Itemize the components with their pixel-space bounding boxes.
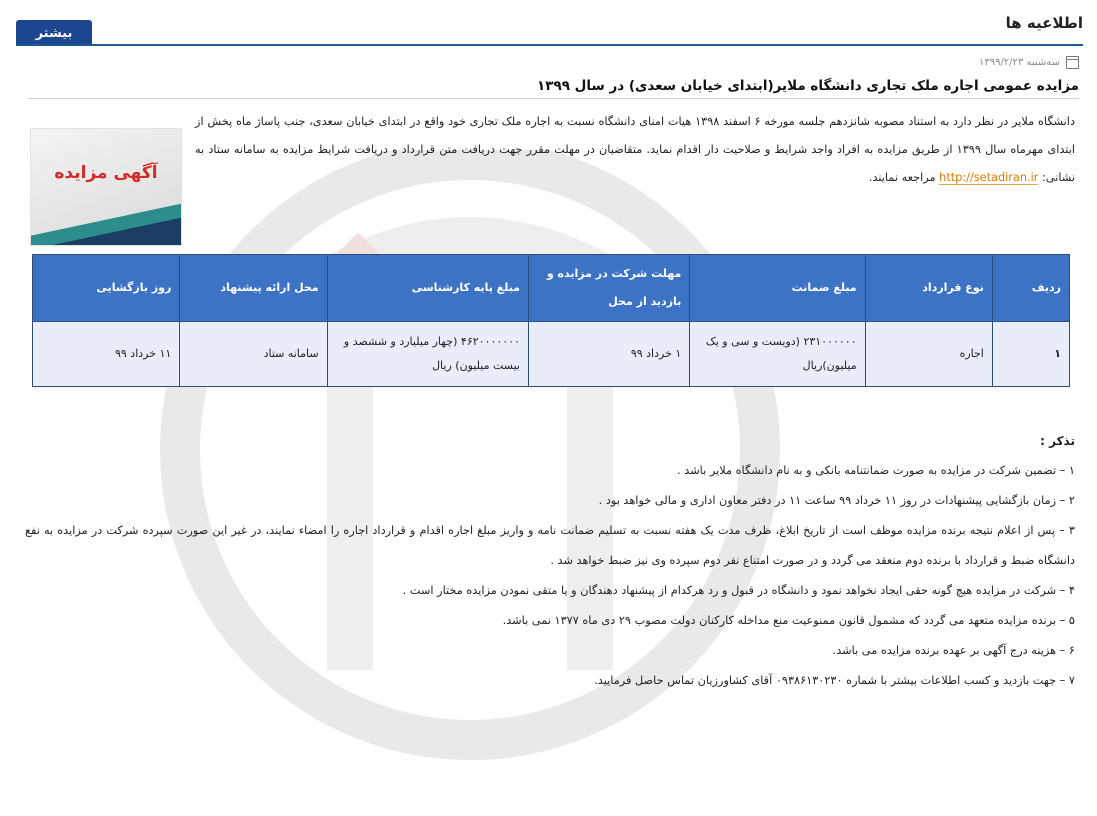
table-row: [33, 322, 1070, 387]
note-item: ۵ – برنده مزایده متعهد می گردد که مشمول قانون ممنوعیت منع مداخله کارکنان دولت مصوب ۲۹ دی ماه ۱۳۷۷ نمی باشد.: [502, 614, 1075, 627]
cell-guarantee-amount: ۲۳۱۰۰۰۰۰۰ (دویست و سی و یک میلیون)ریال: [690, 322, 865, 387]
cell-row-number: ۱: [992, 322, 1069, 387]
setad-link[interactable]: http://setadiran.ir: [939, 171, 1039, 184]
more-button[interactable]: بیشتر: [16, 20, 92, 46]
auction-banner-image: [30, 128, 182, 246]
col-header: روز بازگشایی: [33, 255, 180, 322]
col-header: مبلغ پایه کارشناسی: [327, 255, 528, 322]
note-item: ۶ – هزینه درج آگهی بر عهده برنده مزایده می باشد.: [832, 644, 1075, 657]
cell-opening-day: ۱۱ خرداد ۹۹: [33, 322, 180, 387]
note-item: ۳ – پس از اعلام نتیجه برنده مزایده موظف است از تاریخ ابلاغ، ظرف مدت یک هفته نسبت به تسلیم ضمانت نامه و واریز مبلغ اجاره اقدام و قرارداد اجاره را امضاء نمایند، در غیر این صورت سپرده شرکت در مزایده به نفع دانشگاه ضبط و قرارداد با برنده دوم منعقد می گردد و در صورت امتناع نفر دوم سپرده وی نیز ضبط خواهد شد .: [25, 524, 1075, 567]
section-title: اطلاعیه ها: [1005, 14, 1083, 32]
auction-table: [32, 254, 1070, 387]
col-header: محل ارائه پیشنهاد: [180, 255, 327, 322]
cell-deadline: ۱ خرداد ۹۹: [529, 322, 690, 387]
intro-tail: مراجعه نمایند.: [868, 171, 940, 184]
date-text: سه‌شنبه ۱۳۹۹/۲/۲۳: [978, 57, 1060, 68]
announcements-header: [0, 0, 1097, 46]
cell-submission-place: سامانه ستاد: [180, 322, 327, 387]
cell-contract-type: اجاره: [865, 322, 992, 387]
col-header: ردیف: [992, 255, 1069, 322]
news-date: [979, 56, 1079, 69]
note-item: ۴ – شرکت در مزایده هیچ گونه حقی ایجاد نخواهد نمود و دانشگاه در قبول و رد هرکدام از پیشنهاد دهندگان و یا متقی نمودن مزایده مختار است .: [402, 584, 1075, 597]
note-item: ۱ – تضمین شرکت در مزایده به صورت ضمانتنامه بانکی و به نام دانشگاه ملایر باشد .: [677, 464, 1075, 477]
header-divider: [16, 44, 1083, 46]
col-header: مبلغ ضمانت: [690, 255, 865, 322]
notes-section: [25, 426, 1075, 696]
cell-base-price: ۴۶۲۰۰۰۰۰۰۰ (چهار میلیارد و ششصد و بیست میلیون) ریال: [327, 322, 528, 387]
table-header-row: [33, 255, 1070, 322]
news-title[interactable]: مزایده عمومی اجاره ملک تجاری دانشگاه ملایر(ابتدای خیابان سعدی) در سال ۱۳۹۹: [537, 78, 1079, 94]
banner-text: آگهی مزایده: [54, 163, 158, 183]
calendar-icon: [1066, 56, 1079, 69]
intro-text: دانشگاه ملایر در نظر دارد به استناد مصوبه شانزدهم جلسه مورخه ۶ اسفند ۱۳۹۸ هیات امنای دانشگاه نسبت به اجاره ملک تجاری خود واقع در ابتدای خیابان سعدی، جنب پاساژ ماه پخش از ابتدای مهرماه سال ۱۳۹۹ از طریق مزایده به افراد واجد شرایط و صلاحیت دار اقدام نماید. متقاضیان در مهلت مقرر جهت دریافت متن قرارداد و دریافت شرایط مزایده به سامانه ستاد به نشانی:: [195, 115, 1075, 184]
note-item: ۷ – جهت بازدید و کسب اطلاعات بیشتر با شماره ۰۹۳۸۶۱۳۰۲۳۰ آقای کشاورزیان تماس حاصل فرمایید.: [594, 674, 1075, 687]
note-item: ۲ – زمان بازگشایی پیشنهادات در روز ۱۱ خرداد ۹۹ ساعت ۱۱ در دفتر معاون اداری و مالی خواهد بود .: [598, 494, 1075, 507]
col-header: مهلت شرکت در مزایده و بازدید از محل: [529, 255, 690, 322]
col-header: نوع قرارداد: [865, 255, 992, 322]
intro-paragraph: [195, 108, 1075, 192]
title-divider: [28, 98, 1079, 99]
notes-heading: تذکر :: [1040, 434, 1075, 448]
